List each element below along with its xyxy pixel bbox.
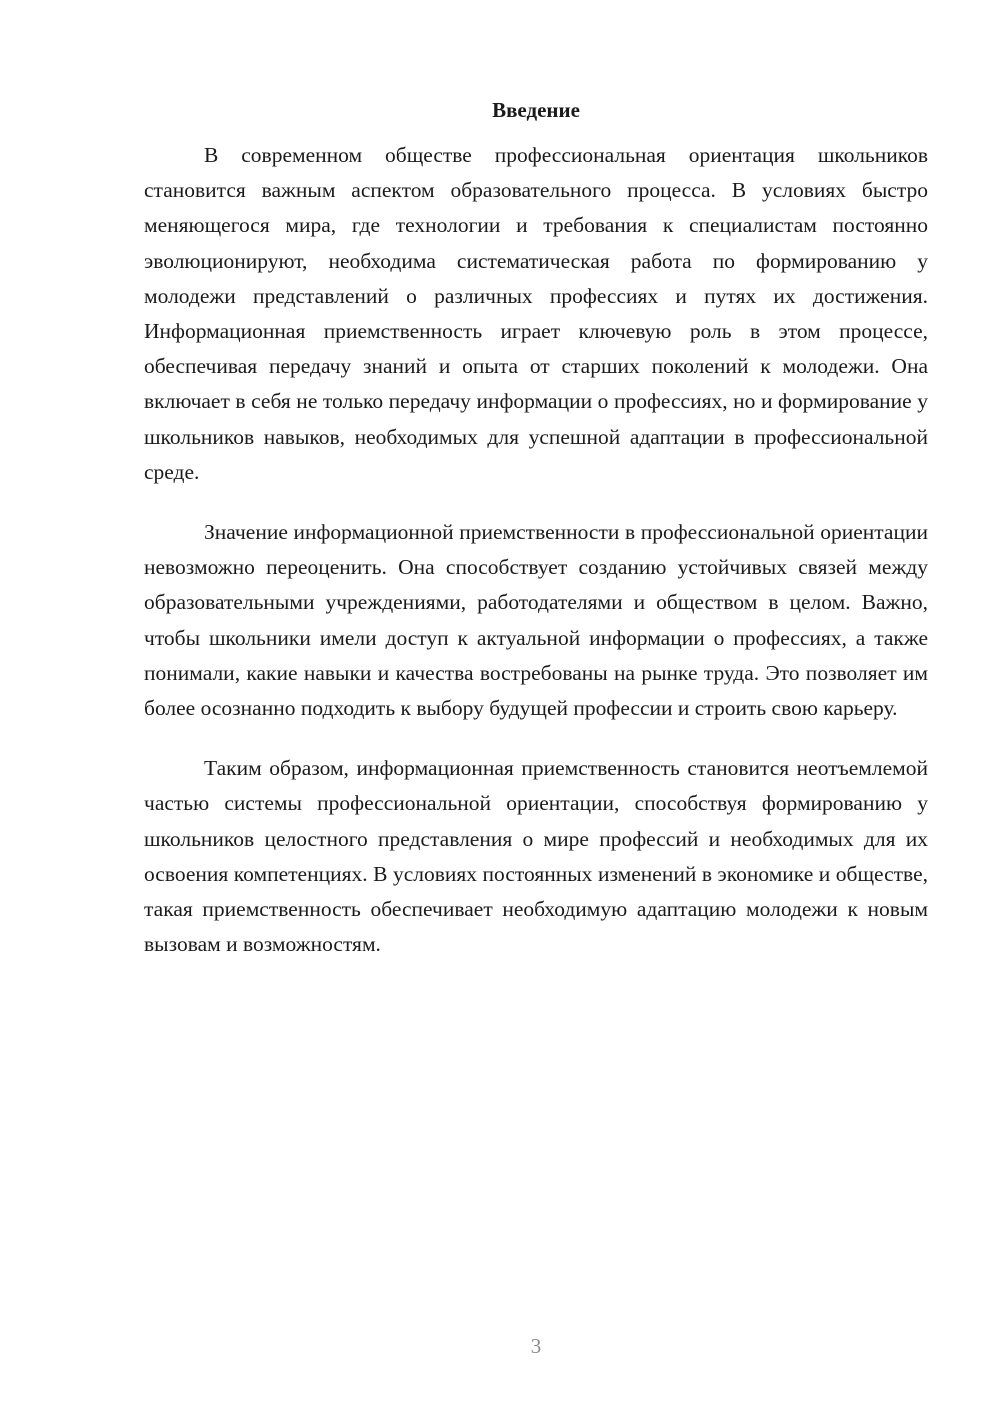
page-content bbox=[144, 96, 928, 987]
page-title bbox=[144, 96, 928, 124]
paragraph-1: В современном обществе профессиональная ориентация школьников становится важным аспектом образовательного процесса. В условиях быстро меняющегося мира, где технологии и требования к специалистам постоянно эволюционируют, необходима систематическая работа по формированию у молодежи представлений о различных профессиях и путях их достижения. Информационная приемственность играет ключевую роль в этом процессе, обеспечивая передачу знаний и опыта от старших поколений к молодежи. Она включает в себя не только передачу информации о профессиях, но и формирование у школьников навыков, необходимых для успешной адаптации в профессиональной среде. bbox=[144, 143, 928, 484]
paragraph-3: Таким образом, информационная приемственность становится неотъемлемой частью системы профессиональной ориентации, способствуя формированию у школьников целостного представления о мире профессий и необходимых для их освоения компетенциях. В условиях постоянных изменений в экономике и обществе, такая приемственность обеспечивает необходимую адаптацию молодежи к новым вызовам и возможностям. bbox=[144, 756, 928, 957]
page-title-text: Введение bbox=[492, 98, 580, 122]
paragraph-2: Значение информационной приемственности в профессиональной ориентации невозможно переоценить. Она способствует созданию устойчивых связей между образовательными учреждениями, работодателями и обществом в целом. Важно, чтобы школьники имели доступ к актуальной информации о профессиях, а также понимали, какие навыки и качества востребованы на рынке труда. Это позволяет им более осознанно подходить к выбору будущей профессии и строить свою карьеру. bbox=[144, 520, 928, 721]
page-number: 3 bbox=[530, 1334, 542, 1358]
